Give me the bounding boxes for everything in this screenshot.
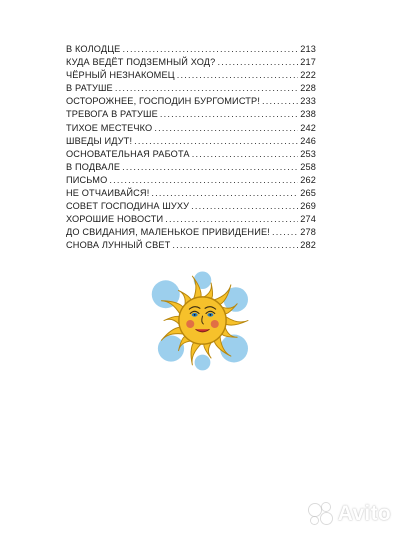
toc-entry-title: В РАТУШЕ: [66, 83, 113, 94]
toc-entry: [66, 43, 316, 56]
toc-entry: [66, 213, 316, 226]
toc-leader-dots: [172, 239, 298, 252]
toc-entry-title: В ПОДВАЛЕ: [66, 161, 121, 172]
avito-watermark-text: Avito: [337, 502, 391, 525]
toc-entry-page: 278: [300, 227, 316, 238]
avito-watermark: [309, 502, 391, 526]
toc-leader-dots: [165, 213, 298, 226]
toc-leader-dots: [217, 56, 298, 69]
toc-entry-title: НЕ ОТЧАИВАЙСЯ!: [66, 188, 150, 199]
toc-leader-dots: [115, 82, 298, 95]
toc-entry-page: 265: [300, 188, 316, 199]
toc-entry-page: 213: [300, 44, 316, 54]
toc-entry-page: 282: [300, 240, 316, 251]
toc-entry-page: 233: [300, 96, 316, 107]
toc-entry-title: ХОРОШИЕ НОВОСТИ: [66, 214, 164, 225]
toc-entry-page: 269: [300, 201, 316, 212]
toc-leader-dots: [134, 135, 298, 148]
toc-entry-page: 258: [300, 161, 316, 172]
toc-entry-page: 222: [300, 70, 316, 81]
toc-entry-title: СНОВА ЛУННЫЙ СВЕТ: [66, 240, 171, 251]
toc-leader-dots: [122, 43, 298, 56]
toc-entry-page: 242: [300, 122, 316, 133]
toc-entry: [66, 200, 316, 213]
table-of-contents: [66, 43, 316, 253]
toc-entry-page: 246: [300, 135, 316, 146]
toc-entry: [66, 148, 316, 161]
smiling-sun-icon: [150, 268, 255, 373]
toc-entry-title: ТИХОЕ МЕСТЕЧКО: [66, 122, 153, 133]
toc-entry: [66, 161, 316, 174]
toc-leader-dots: [154, 122, 298, 135]
toc-entry: [66, 95, 316, 108]
toc-entry-title: ТРЕВОГА В РАТУШЕ: [66, 109, 158, 120]
toc-entry-page: 262: [300, 174, 316, 185]
toc-entry: [66, 226, 316, 239]
toc-entry-title: ШВЕДЫ ИДУТ!: [66, 135, 133, 146]
toc-leader-dots: [151, 187, 298, 200]
toc-leader-dots: [262, 95, 298, 108]
toc-leader-dots: [191, 200, 298, 213]
toc-entry: [66, 82, 316, 95]
toc-leader-dots: [177, 69, 299, 82]
toc-entry: [66, 122, 316, 135]
toc-entry-title: В КОЛОДЦЕ: [66, 44, 121, 54]
toc-leader-dots: [272, 226, 298, 239]
toc-leader-dots: [192, 148, 299, 161]
toc-leader-dots: [122, 161, 298, 174]
toc-entry-page: 274: [300, 214, 316, 225]
toc-entry-page: 253: [300, 148, 316, 159]
toc-entry-title: ОСТОРОЖНЕЕ, ГОСПОДИН БУРГОМИСТР!: [66, 96, 261, 107]
toc-entry: [66, 135, 316, 148]
toc-leader-dots: [160, 108, 298, 121]
toc-entry-page: 238: [300, 109, 316, 120]
toc-entry-title: ОСНОВАТЕЛЬНАЯ РАБОТА: [66, 148, 190, 159]
avito-dots-icon: [309, 503, 335, 525]
toc-entry-title: ДО СВИДАНИЯ, МАЛЕНЬКОЕ ПРИВИДЕНИЕ!: [66, 227, 270, 238]
toc-entry-page: 217: [300, 57, 316, 68]
toc-entry-title: ЧЁРНЫЙ НЕЗНАКОМЕЦ: [66, 70, 175, 81]
toc-entry: [66, 56, 316, 69]
toc-leader-dots: [109, 174, 298, 187]
toc-entry: [66, 69, 316, 82]
toc-entry: [66, 239, 316, 252]
toc-entry: [66, 187, 316, 200]
toc-entry-page: 228: [300, 83, 316, 94]
toc-entry-title: СОВЕТ ГОСПОДИНА ШУХУ: [66, 201, 190, 212]
toc-entry: [66, 108, 316, 121]
toc-entry-title: ПИСЬМО: [66, 174, 108, 185]
toc-entry: [66, 174, 316, 187]
toc-entry-title: КУДА ВЕДЁТ ПОДЗЕМНЫЙ ХОД?: [66, 57, 216, 68]
